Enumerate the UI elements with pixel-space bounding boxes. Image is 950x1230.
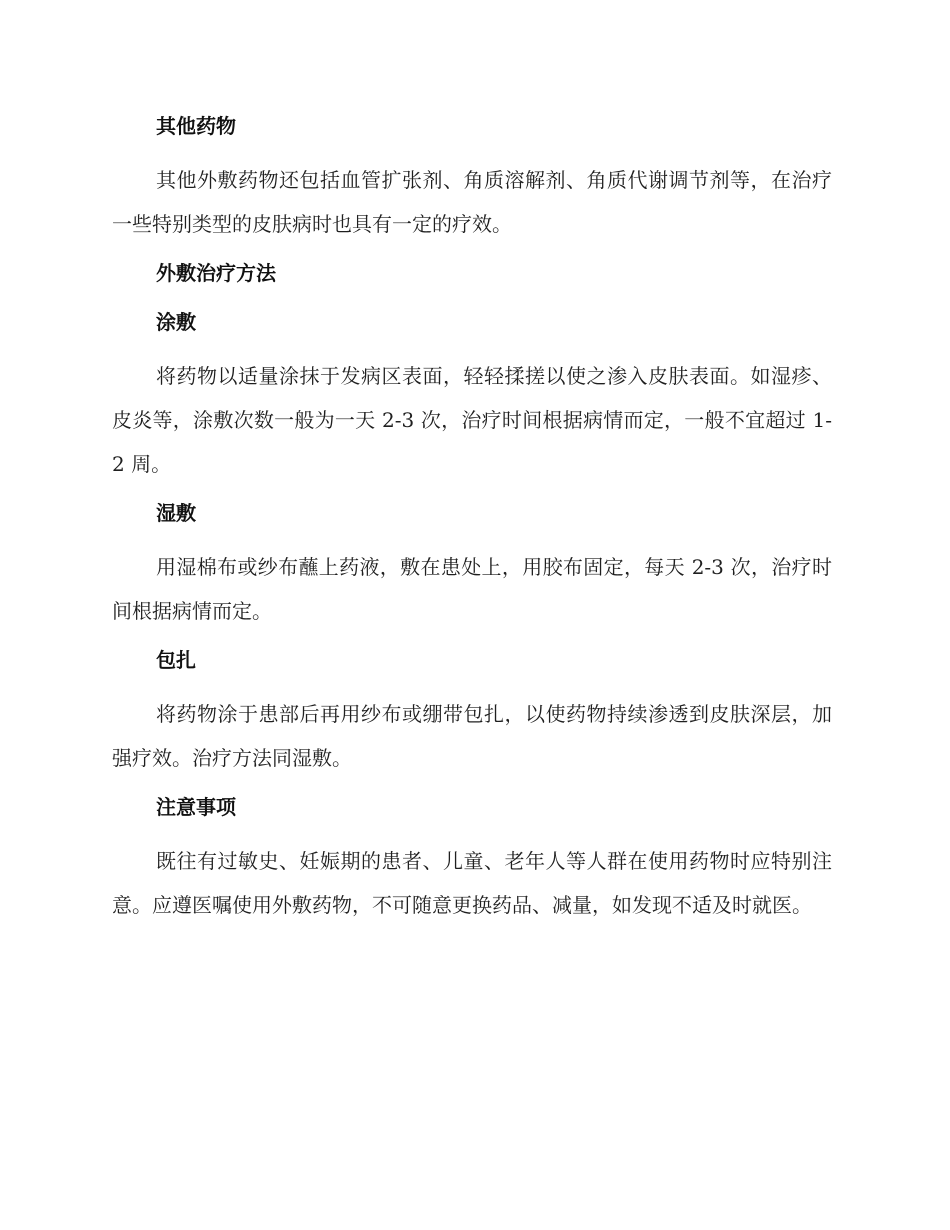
paragraph-smearing: 将药物以适量涂抹于发病区表面，轻轻揉搓以使之渗入皮肤表面。如湿疹、皮炎等，涂敷次数一般为一天 2-3 次，治疗时间根据病情而定，一般不宜超过 1-2 周。 xyxy=(112,364,832,476)
heading-other-drugs: 其他药物 xyxy=(156,114,236,138)
heading-external-treatment-methods: 外敷治疗方法 xyxy=(156,261,276,285)
paragraph-other-drugs: 其他外敷药物还包括血管扩张剂、角质溶解剂、角质代谢调节剂等，在治疗一些特别类型的皮肤病时也具有一定的疗效。 xyxy=(112,168,832,236)
paragraph-wet-compress: 用湿棉布或纱布蘸上药液，敷在患处上，用胶布固定，每天 2-3 次，治疗时间根据病情而定。 xyxy=(112,555,832,623)
heading-bandaging: 包扎 xyxy=(156,648,196,672)
heading-precautions: 注意事项 xyxy=(156,795,236,819)
heading-smearing: 涂敷 xyxy=(156,310,196,334)
paragraph-precautions: 既往有过敏史、妊娠期的患者、儿童、老年人等人群在使用药物时应特别注意。应遵医嘱使用外敷药物，不可随意更换药品、减量，如发现不适及时就医。 xyxy=(112,849,832,917)
paragraph-bandaging: 将药物涂于患部后再用纱布或绷带包扎，以使药物持续渗透到皮肤深层，加强疗效。治疗方法同湿敷。 xyxy=(112,702,832,770)
document-body xyxy=(112,109,832,937)
heading-wet-compress: 湿敷 xyxy=(156,501,196,525)
